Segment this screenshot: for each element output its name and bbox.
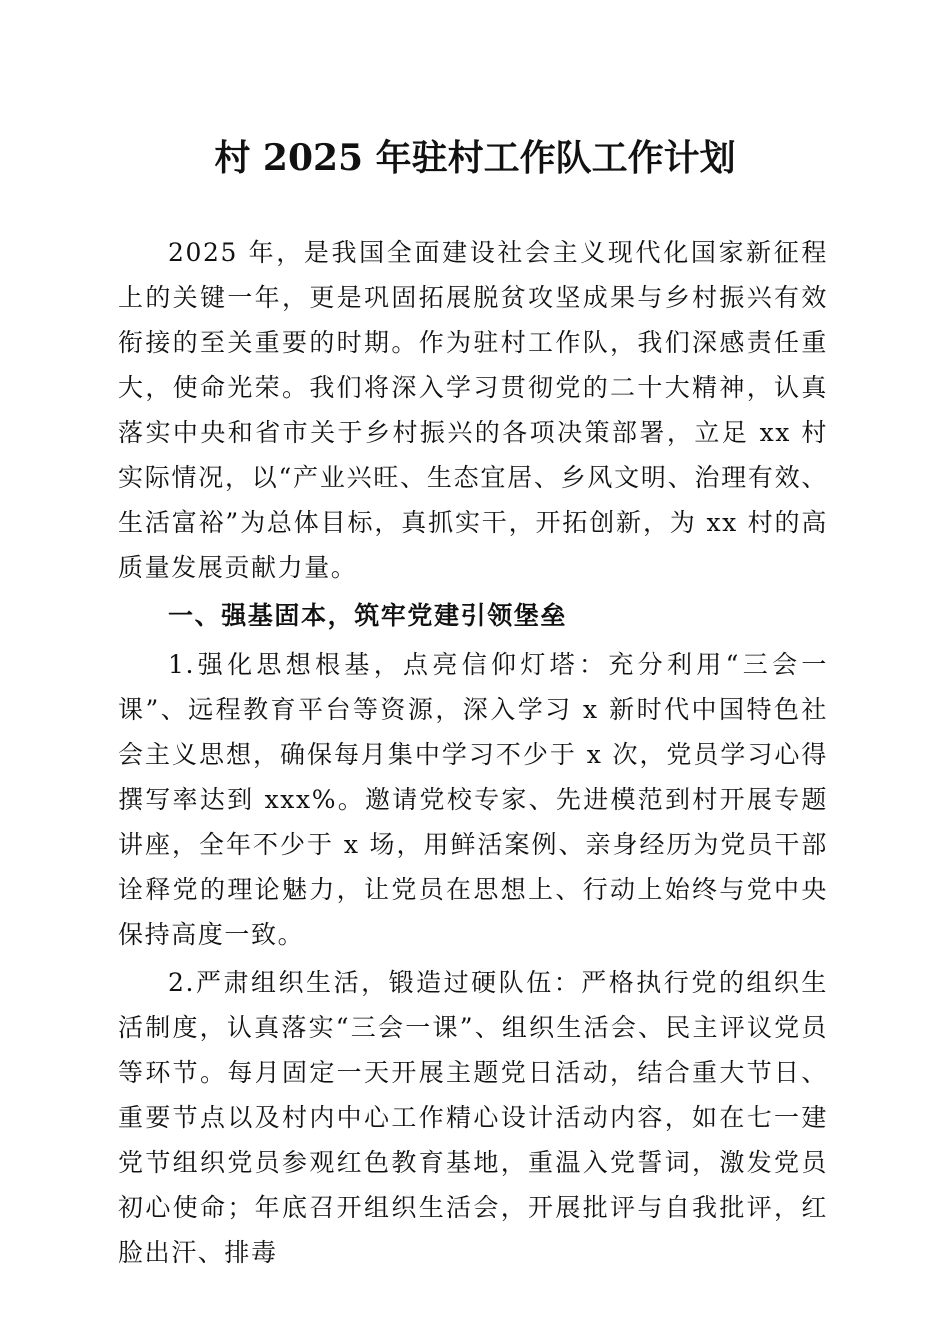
item-paragraph-2: 2.严肃组织生活，锻造过硬队伍：严格执行党的组织生活制度，认真落实“三会一课”、组织生活会、民主评议党员等环节。每月固定一天开展主题党日活动，结合重大节日、重要节点以及村内中心工作精心设计活动内容，如在七一建党节组织党员参观红色教育基地，重温入党誓词，激发党员初心使命；年底召开组织生活会，开展批评与自我批评，红脸出汗、排毒 [118, 968, 828, 1267]
document-title: 村 2025 年驻村工作队工作计划 [214, 137, 736, 179]
item-paragraph-1: 1.强化思想根基，点亮信仰灯塔：充分利用“三会一课”、远程教育平台等资源，深入学习 x 新时代中国特色社会主义思想，确保每月集中学习不少于 x 次，党员学习心得撰写率达到 xxx%。邀请党校专家、先进模范到村开展专题讲座，全年不少于 x 场，用鲜活案例、亲身经历为党员干部诠释党的理论魅力，让党员在思想上、行动上始终与党中央保持高度一致。 [118, 650, 828, 949]
intro-paragraph: 2025 年，是我国全面建设社会主义现代化国家新征程上的关键一年，更是巩固拓展脱贫攻坚成果与乡村振兴有效衔接的至关重要的时期。作为驻村工作队，我们深感责任重大，使命光荣。我们将深入学习贯彻党的二十大精神，认真落实中央和省市关于乡村振兴的各项决策部署，立足 xx 村实际情况，以“产业兴旺、生态宜居、乡风文明、治理有效、生活富裕”为总体目标，真抓实干，开拓创新，为 xx 村的高质量发展贡献力量。 [118, 238, 828, 582]
document-body [118, 230, 828, 1275]
section-heading: 一、强基固本，筑牢党建引领堡垒 [168, 601, 568, 630]
